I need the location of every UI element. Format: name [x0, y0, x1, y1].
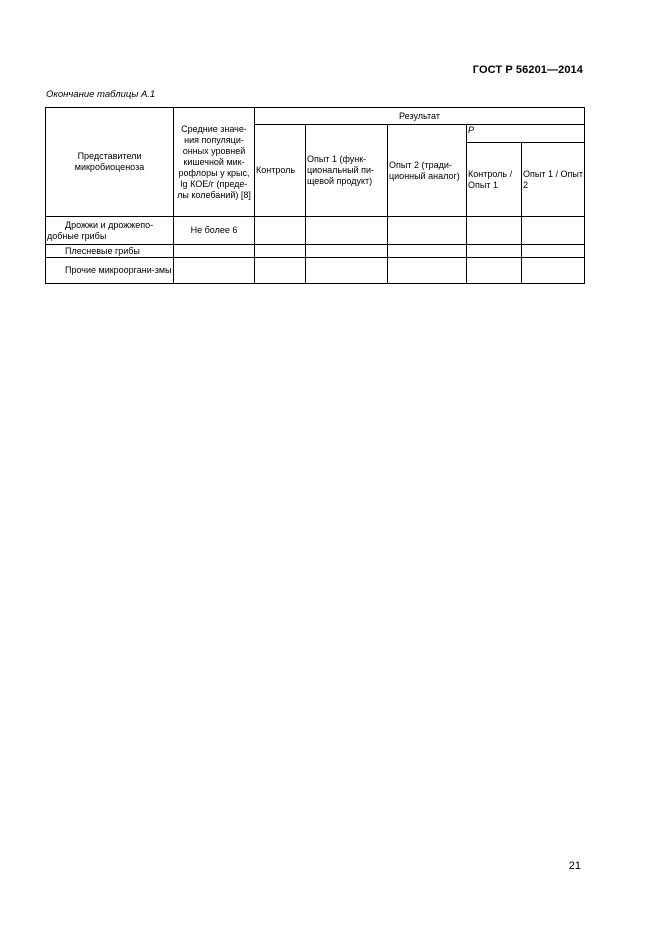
row-name: Плесневые грибы: [46, 245, 174, 258]
header-mean-values: Средние значе-ния популяци-онных уровней кишечной мик-рофлоры у крыс, lg КОЕ/г (преде-лы колебаний) [8]: [174, 108, 255, 217]
header-p: P: [467, 125, 585, 143]
header-p-control-exp1: Контроль / Опыт 1: [467, 143, 522, 217]
row-exp1: [306, 245, 388, 258]
header-representatives: Представители микробиоценоза: [46, 108, 174, 217]
row-p1: [467, 217, 522, 245]
header-control: Контроль: [255, 125, 306, 217]
row-name: Прочие микрооргани-змы: [46, 258, 174, 284]
data-table: [45, 107, 585, 284]
page-number: 21: [568, 860, 581, 872]
table-row: [46, 245, 585, 258]
row-control: [255, 258, 306, 284]
row-exp2: [388, 217, 467, 245]
header-result: Результат: [255, 108, 585, 125]
header-exp2: Опыт 2 (тради-ционный аналог): [388, 125, 467, 217]
row-p2: [522, 258, 585, 284]
row-mean: Не более 6: [174, 217, 255, 245]
row-p1: [467, 258, 522, 284]
header-row-1: [46, 108, 585, 125]
row-p1: [467, 245, 522, 258]
table-caption: Окончание таблицы А.1: [46, 89, 156, 100]
row-exp2: [388, 245, 467, 258]
table-row: [46, 217, 585, 245]
row-exp2: [388, 258, 467, 284]
document-code: ГОСТ Р 56201—2014: [472, 64, 583, 76]
row-name: Дрожжи и дрожжепо-добные грибы: [46, 217, 174, 245]
row-mean: [174, 258, 255, 284]
row-control: [255, 245, 306, 258]
header-exp1: Опыт 1 (функ-циональный пи-щевой продукт): [306, 125, 388, 217]
row-control: [255, 217, 306, 245]
header-p-exp1-exp2: Опыт 1 / Опыт 2: [522, 143, 585, 217]
row-exp1: [306, 258, 388, 284]
row-p2: [522, 217, 585, 245]
row-p2: [522, 245, 585, 258]
row-exp1: [306, 217, 388, 245]
row-mean: [174, 245, 255, 258]
table-row: [46, 258, 585, 284]
